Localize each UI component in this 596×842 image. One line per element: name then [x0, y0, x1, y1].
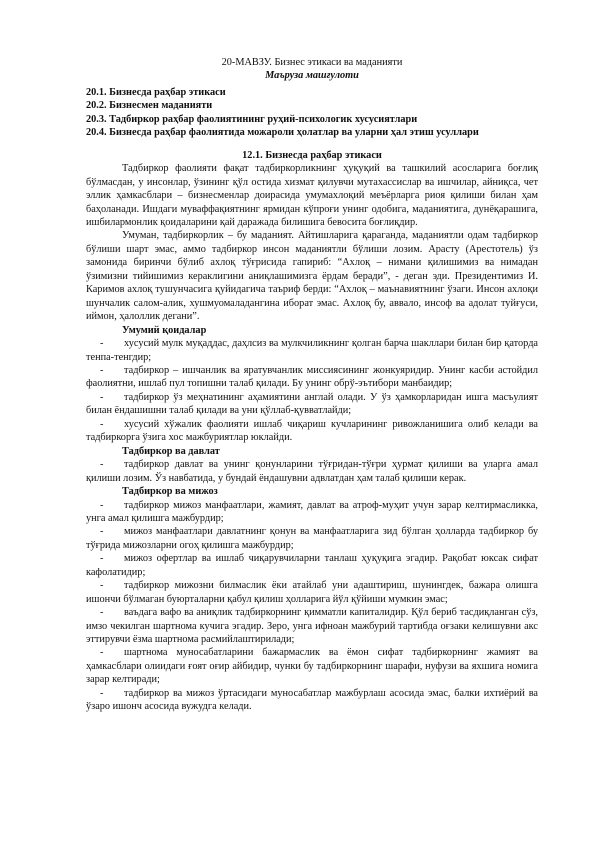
- list-item: [86, 499, 538, 526]
- outline-item: 20.3. Тадбиркор раҳбар фаолиятининг руҳий-психологик хусусиятлари: [86, 113, 418, 125]
- list-item: [86, 364, 538, 391]
- list-item-text: тадбиркор – ишчанлик ва яратувчанлик миссиясининг жонкуяридир. Унинг касби астойдил фаолиятни, ишлаб пул топишни талаб қилади. Бу унинг обрў-эътибори манбаидир;: [86, 364, 538, 390]
- list-item-text: тадбиркор мижоз манфаатлари, жамият, давлат ва атроф-муҳит учун зарар келтирмасликка, унга амал қилишга мажбурдир;: [86, 499, 538, 524]
- document-subtitle: Маъруза машғулоти: [265, 70, 359, 82]
- list-item-text: тадбиркор ва мижоз ўртасидаги муносабатлар мажбурлаш асосида эмас, балки ихтиёрий ва ўзаро ишонч асосида вужудга келади.: [86, 687, 538, 713]
- dash-bullet: -: [100, 607, 104, 619]
- rules-group-client: [86, 485, 538, 714]
- list-item: [86, 391, 538, 418]
- list-item-text: мижоз офертлар ва ишлаб чиқарувчиларни танлаш ҳуқуқига эгадир. Рақобат юксак сифат кафолатидир;: [86, 553, 538, 578]
- dash-bullet: -: [100, 526, 104, 538]
- dash-bullet: -: [100, 499, 104, 511]
- list-item-text: тадбиркор мижозни билмаслик ёки атайлаб уни адаштириш, шунингдек, бажара олишга ишончи бўлмаган буюрталарни қабул қилиш ҳолларига йўл қўйиши мумкин эмас;: [86, 580, 538, 605]
- outline-item: 20.1. Бизнесда раҳбар этикаси: [86, 86, 226, 98]
- dash-bullet: -: [100, 687, 104, 699]
- list-item-text: ваъдага вафо ва аниқлик тадбиркорнинг қимматли капиталидир. Қўл бериб тасдиқланган сўз, имзо чекилган шартнома кучига эгадир. Зеро, унга ифноан мажбурий тартибда оғзаки келишувни акс эттирувчи ёзма шартнома расмийлаштирилади;: [86, 607, 538, 646]
- list-item-text: хусусий хўжалик фаолияти ишлаб чиқариш кучларининг ривожланишига олиб келади ва тадбиркорга ўзига хос мажбуриятлар юклайди.: [86, 418, 538, 444]
- dash-bullet: -: [100, 647, 104, 659]
- list-item: [86, 687, 538, 714]
- subsection-heading: Тадбиркор ва мижоз: [122, 486, 218, 498]
- list-item-text: хусусий мулк муқаддас, даҳлсиз ва мулкчиликнинг қолган барча шакллари билан бир қаторда тенпа-тенгдир;: [86, 338, 538, 363]
- list-item: [86, 525, 538, 552]
- list-item: [86, 606, 538, 646]
- list-item-text: мижоз манфаатлари давлатнинг қонун ва манфаатларига зид бўлган ҳолларда тадбиркор бу тўғрида мижозларни огоҳ қилишга мажбурдир;: [86, 526, 538, 551]
- list-item: [86, 337, 538, 364]
- list-item-text: тадбиркор давлат ва унинг қонунларини тўғридан-тўғри ҳурмат қилиши ва уларга амал қилиши лозим. Ўз навбатида, у бундай ёндашувни адвлатдан ҳам талаб қилиши керак.: [86, 459, 538, 484]
- list-item: [86, 418, 538, 445]
- subsection-heading: Умумий қоидалар: [122, 324, 207, 336]
- outline-item: 20.4. Бизнесда раҳбар фаолиятида можароли ҳолатлар ва уларни ҳал этиш усуллари: [86, 127, 479, 139]
- list-item: [86, 646, 538, 686]
- list-item: [86, 458, 538, 485]
- dash-bullet: -: [100, 338, 104, 350]
- dash-bullet: -: [100, 459, 104, 471]
- dash-bullet: -: [100, 580, 104, 592]
- dash-bullet: -: [100, 364, 104, 376]
- list-item: [86, 552, 538, 579]
- body-paragraph: Тадбиркор фаолияти фақат тадбиркорликнинг ҳуқуқий ва ташкилий асосларига боғлиқ бўлмасдан, у инсонлар, ўзининг қўл остида хизмат қилувчи мутахассислар ва ишчилар, айниқса, чет эллик ҳамкасблари – бизнесменлар доирасида умумахлоқий меъёрларга риоя қилиши билан ҳам баҳоланади. Ишдаги муваффақиятнинг ярмидан кўпроғи унинг одобига, маданиятига, дунёқарашига, ишбилармонлик қоидаларини қай даражада билишига бевосита боғлиқдир.: [86, 163, 538, 228]
- subsection-heading: Тадбиркор ва давлат: [122, 445, 220, 457]
- body-paragraph: Умуман, тадбиркорлик – бу маданият. Айтишларига қараганда, маданиятли одам тадбиркор бўлиши шарт эмас, аммо тадбиркор инсон маданиятли бўлиши лозим. Арасту (Арестотель) ўз замонида биринчи бўлиб ахлоқ тўғрисида гапириб: “Ахлоқ – нимани қилишимиз ва нимадан ўзимизни тийишимиз кераклигини аниқлашимизга ёрдам беради”, - деган эди. Президентимиз И. Каримов ахлоқ тушунчасига қуйидагича таъриф берди: “Ахлоқ – маънавиятнинг ўзаги. Инсон ахлоқи шунчалик салом-алик, хушмуомаладангина иборат эмас. Ахлоқ бу, аввало, инсоф ва адолат туйғуси, иймон, ҳалоллик дегани”.: [86, 230, 538, 323]
- topic-outline: [86, 86, 538, 140]
- section-heading: 12.1. Бизнесда раҳбар этикаси: [242, 149, 382, 161]
- outline-item: 20.2. Бизнесмен маданияти: [86, 100, 213, 112]
- dash-bullet: -: [100, 553, 104, 565]
- list-item-text: тадбиркор ўз меҳнатининг аҳамиятини англай олади. У ўз ҳамкорларидан ишга масъулият билан ёндашишни талаб қилади ва уни қўллаб-қувватлайди;: [86, 391, 538, 417]
- rules-group-general: [86, 324, 538, 445]
- document-title: 20-МАВЗУ. Бизнес этикаси ва маданияти: [221, 57, 403, 68]
- dash-bullet: -: [100, 391, 104, 403]
- list-item-text: шартнома муносабатларини бажармаслик ва ёмон сифат тадбиркорнинг жамият ва ҳамкасблари олиидаги ғоят оғир айбидир, чунки бу тадбиркорнинг шарафи, нуфузи ва яхшига номига зарар келтиради;: [86, 647, 538, 686]
- list-item: [86, 579, 538, 606]
- rules-group-state: [86, 445, 538, 485]
- dash-bullet: -: [100, 418, 104, 430]
